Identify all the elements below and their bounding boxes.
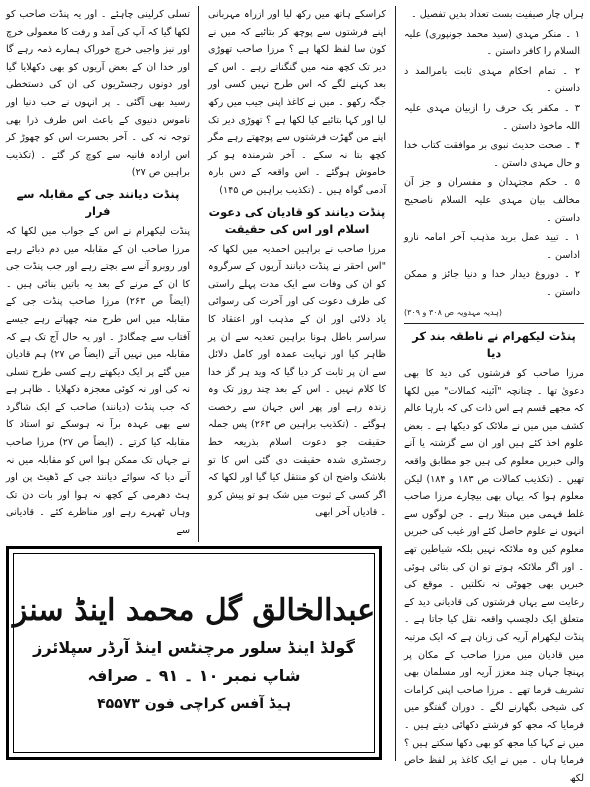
list-item: ۱ ۔ تیید عمل برید مذہب آخر امامہ نارو اداسن ۔ [404, 232, 580, 261]
article-body: کراسکے ہاتھ میں رکھ لیا اور ازراہ مہربانی اپنے فرشتوں سے پوچھ کر بتائیے کہ میں نے کون سا لفظ لکھا ہے ؟ مرزا صاحب تھوڑی دیر تک کچھ منہ میں گنگناتے رہے ۔ اس کے بعد کہنے لگے کہ اس طرح نہیں کسی اور جگہ رکھو ۔ میں نے کاغذ اپنی جیب میں رکھ لیا اور کہا بتائیے کیا لکھا ہے ؟ تھوڑی دیر تک اپنے من گھڑت فرشتوں سے پوچھتے رہے مگر کچھ بتا نہ سکے ۔ آخر شرمندہ ہو کر خاموش ہوگئے ۔ اس واقعہ کے دس بارہ آدمی گواہ ہیں ۔ (تکذیب براہین ص ۱۴۵) [208, 9, 386, 196]
list-item: ۲ ۔ تمام احکام مہدی ثابت بامرالمد د داسنن ۔ [404, 65, 580, 95]
column-middle [208, 6, 386, 542]
article-body: پنڈت لیکھرام نے اس کے جواب میں لکھا کہ مرزا صاحب ان کے مقابلہ میں دم دبائے رہے اور روبرو آنے سے بچتے رہے اور جب پنڈت جی کا ان کے مرنے کے بعد یہ باتیں بنائی ہیں ۔ (ایضاً ص ۲۶۳) مرزا صاحب پنڈت جی کے مقابلہ میں اس طرح منہ چھپاتے رہے جیسے آفتاب سے چمگادڑ ۔ اور یہ حال آج تک ہے کہ مقابلہ میں نہیں آتے (ایضاً ص ۲۷) ہم قادیان میں گئے پر ایک دیکھتے رہے کسی طرح تسلی نہ کی اور نہ کوئی معجزہ دکھلایا ۔ ظاہر ہے کہ جب پنڈت (دیانند) صاحب کے ایک شاگرد سے بھی عہدہ برآ نہ ہوسکے تو استاد کا مقابلہ کیا کرتے ۔ (ایضاً ص ۲۷) مرزا صاحب نے جہاں تک ممکن ہوا اس کو مقابلہ میں نہ آنے دیا کہ سوائے دیانند جی کے ڈھیٹ پن اور ہٹ دھرمی کے کچھ نہ ہوا اور بات دن تک وہاں ٹھہرے رہے اور مناظرے کئے ۔ قادیانی سے [6, 225, 190, 537]
column-right [404, 6, 585, 784]
ad-phone: ہیڈ آفس کراچی فون ۴۵۵۷۳ [97, 696, 291, 712]
section-heading: پنڈت دیانند کو قادیان کی دعوت اسلام اور اس کی حقیقت [208, 204, 386, 236]
column-intro: ہراں چار صیفیت بست تعداد بدیں تفصیل ۔ [411, 9, 584, 20]
list-item: ۱ ۔ منکر مہدی (سید محمد جونپوری) علیہ السلام را کافر داستن ۔ [404, 28, 580, 58]
citation: (ہدیہ مہدویہ ص ۳۰۸ و ۳۰۹) [404, 307, 503, 317]
article-body: تسلی کرلینی چاہئے ۔ اور یہ پنڈت صاحب کو لکھا گیا کہ آپ کی آمد و رفت کا معمولی خرچ اور نیز واجبی خرچ خوراک ہمارے ذمہ رہے گا اور خدا ان کے بعض آریوں کو بھی دکھلایا گیا اور دونوں رجسٹریوں کی ان کی دستخطی رسید بھی آگئی ۔ پر انہوں نے حب دنیا اور ناموس دنیوی کے باعث اس طرف ذرا بھی توجہ نہ کی ۔ آخر بحسرت اس کو چھوڑ کر اس ارادہ فانیہ سے کوچ کر گئے ۔ (تکذیب براہین ص ۲۷) [6, 9, 190, 179]
column-divider [198, 6, 199, 542]
article-body: مرزا صاحب نے براہین احمدیہ میں لکھا کہ "اس احقر نے پنڈت دیانند آریوں کے سرگروہ کو ان کی وفات سے ایک مدت پہلے راستی کی طرف دعوت کی اور آخرت کی رسوائی یاد دلائی اور ان کے مذہب اور اعتقاد کا سراسر باطل ہونا براہین تعدیہ سے ان پر ظاہر کیا اور نہایت عمدہ اور کامل دلائل سے ان پر ثابت کر دیا گیا کہ وید ہر گز خدا کا کلام نہیں ۔ اس کے بعد چند روز تک وہ زندہ رہے اور پھر اس جہان سے رخصت ہوگئے ۔ (تکذیب براہین ص ۲۶۳) پس جملہ حقیقت جو دعوت اسلام بذریعہ خط رجسٹری شدہ حقیقت دی گئی اس کا تو بلاشک واضح ان کو منتقل کیا گیا اور لکھا کہ اگر کسی کے ثبوت میں شک ہو تو پیش کرو ۔ قادیاں آخر ابھی [208, 243, 386, 519]
section-heading: پنڈت دیانند جی کے مقابلہ سے فرار [16, 186, 180, 218]
list-item: ۵ ۔ حکم مجتہدان و مفسران و جز آن مخالف بیان مہدی علیہ السلام ناصحیح داستن ۔ [404, 177, 580, 224]
column-left [6, 6, 190, 542]
advertisement-box [6, 546, 382, 760]
divider [404, 323, 584, 324]
list-item: ۲ ۔ دوروغ دیدار خدا و دنیا جائز و ممکن داستن ۔ [404, 269, 580, 298]
list-item: ۴ ۔ صحت حدیث نبوی بر موافقت کتاب خدا و حال مہدی داستن ۔ [404, 140, 580, 169]
ad-address: شاپ نمبر ۱۰ ۔ ۹۱ ۔ صرافہ [87, 666, 301, 685]
article-body: مرزا صاحب کو فرشتوں کی دید کا بھی دعویٰ تھا ۔ چنانچہ "آئینہ کمالات" میں لکھا کہ مجھے قسم ہے اس ذات کی کہ بارہا عالم کشف میں میں نے ملائک کو دیکھا ہے ۔ بعض علوم اخذ کئے ہیں اور ان سے گزشتہ یا آنے والی خبریں معلوم کی ہیں جو مطابق واقعہ تھیں ۔ (تکذیب کمالات ص ۱۸۳ و ۱۸۴) لیکن معلوم ہوا کہ یہاں بھی بیچارے مرزا صاحب غلط فہمی میں مبتلا رہے ۔ جن لوگوں سے انہوں نے علوم حاصل کئے اور غیب کی خبریں معلوم کیں وہ ملائکہ نہیں بلکہ شیاطین تھے ۔ اور اگر ملائکہ ہوتے تو ان کی بتائی ہوئی خبریں بھی جھوٹی نہ نکلتیں ۔ موقع کی رعایت سے یہاں فرشتوں کی قادیانی دید کے متعلق ایک دلچسپ واقعہ نقل کیا جاتا ہے ۔ پنڈت لیکھرام آریہ کی زبان ہے کہ ایک مرتبہ میں قادیان میں مرزا صاحب کے مکان پر پہنچا جہاں چند معزز آریہ اور مسلمان بھی تشریف فرما تھے ۔ مرزا صاحب اپنی کرامات کی شیخی بگھارنے لگے ۔ دوران گفتگو میں فرمایا کہ مجھ کو فرشتے دکھائی دیتے ہیں ۔ میں نے کہا کیا مجھ کو بھی دکھا سکتے ہیں ؟ فرمایا ہاں ۔ میں نے ایک کاغذ پر لفظ خاص لکھ [404, 368, 585, 784]
section-heading: پنڈت لیکھرام نے ناطقہ بند کر دیا [412, 329, 576, 361]
ad-tagline: گولڈ اینڈ سلور مرچنٹس اینڈ آرڈر سپلائرز [33, 638, 355, 657]
column-divider [395, 6, 396, 761]
ad-title: عبدالخالق گل محمد اینڈ سنز [12, 593, 376, 628]
list-item: ۳ ۔ مکفر یک حرف را ازبیان مہدی علیہ اللہ ماخوذ داستن ۔ [404, 102, 580, 132]
